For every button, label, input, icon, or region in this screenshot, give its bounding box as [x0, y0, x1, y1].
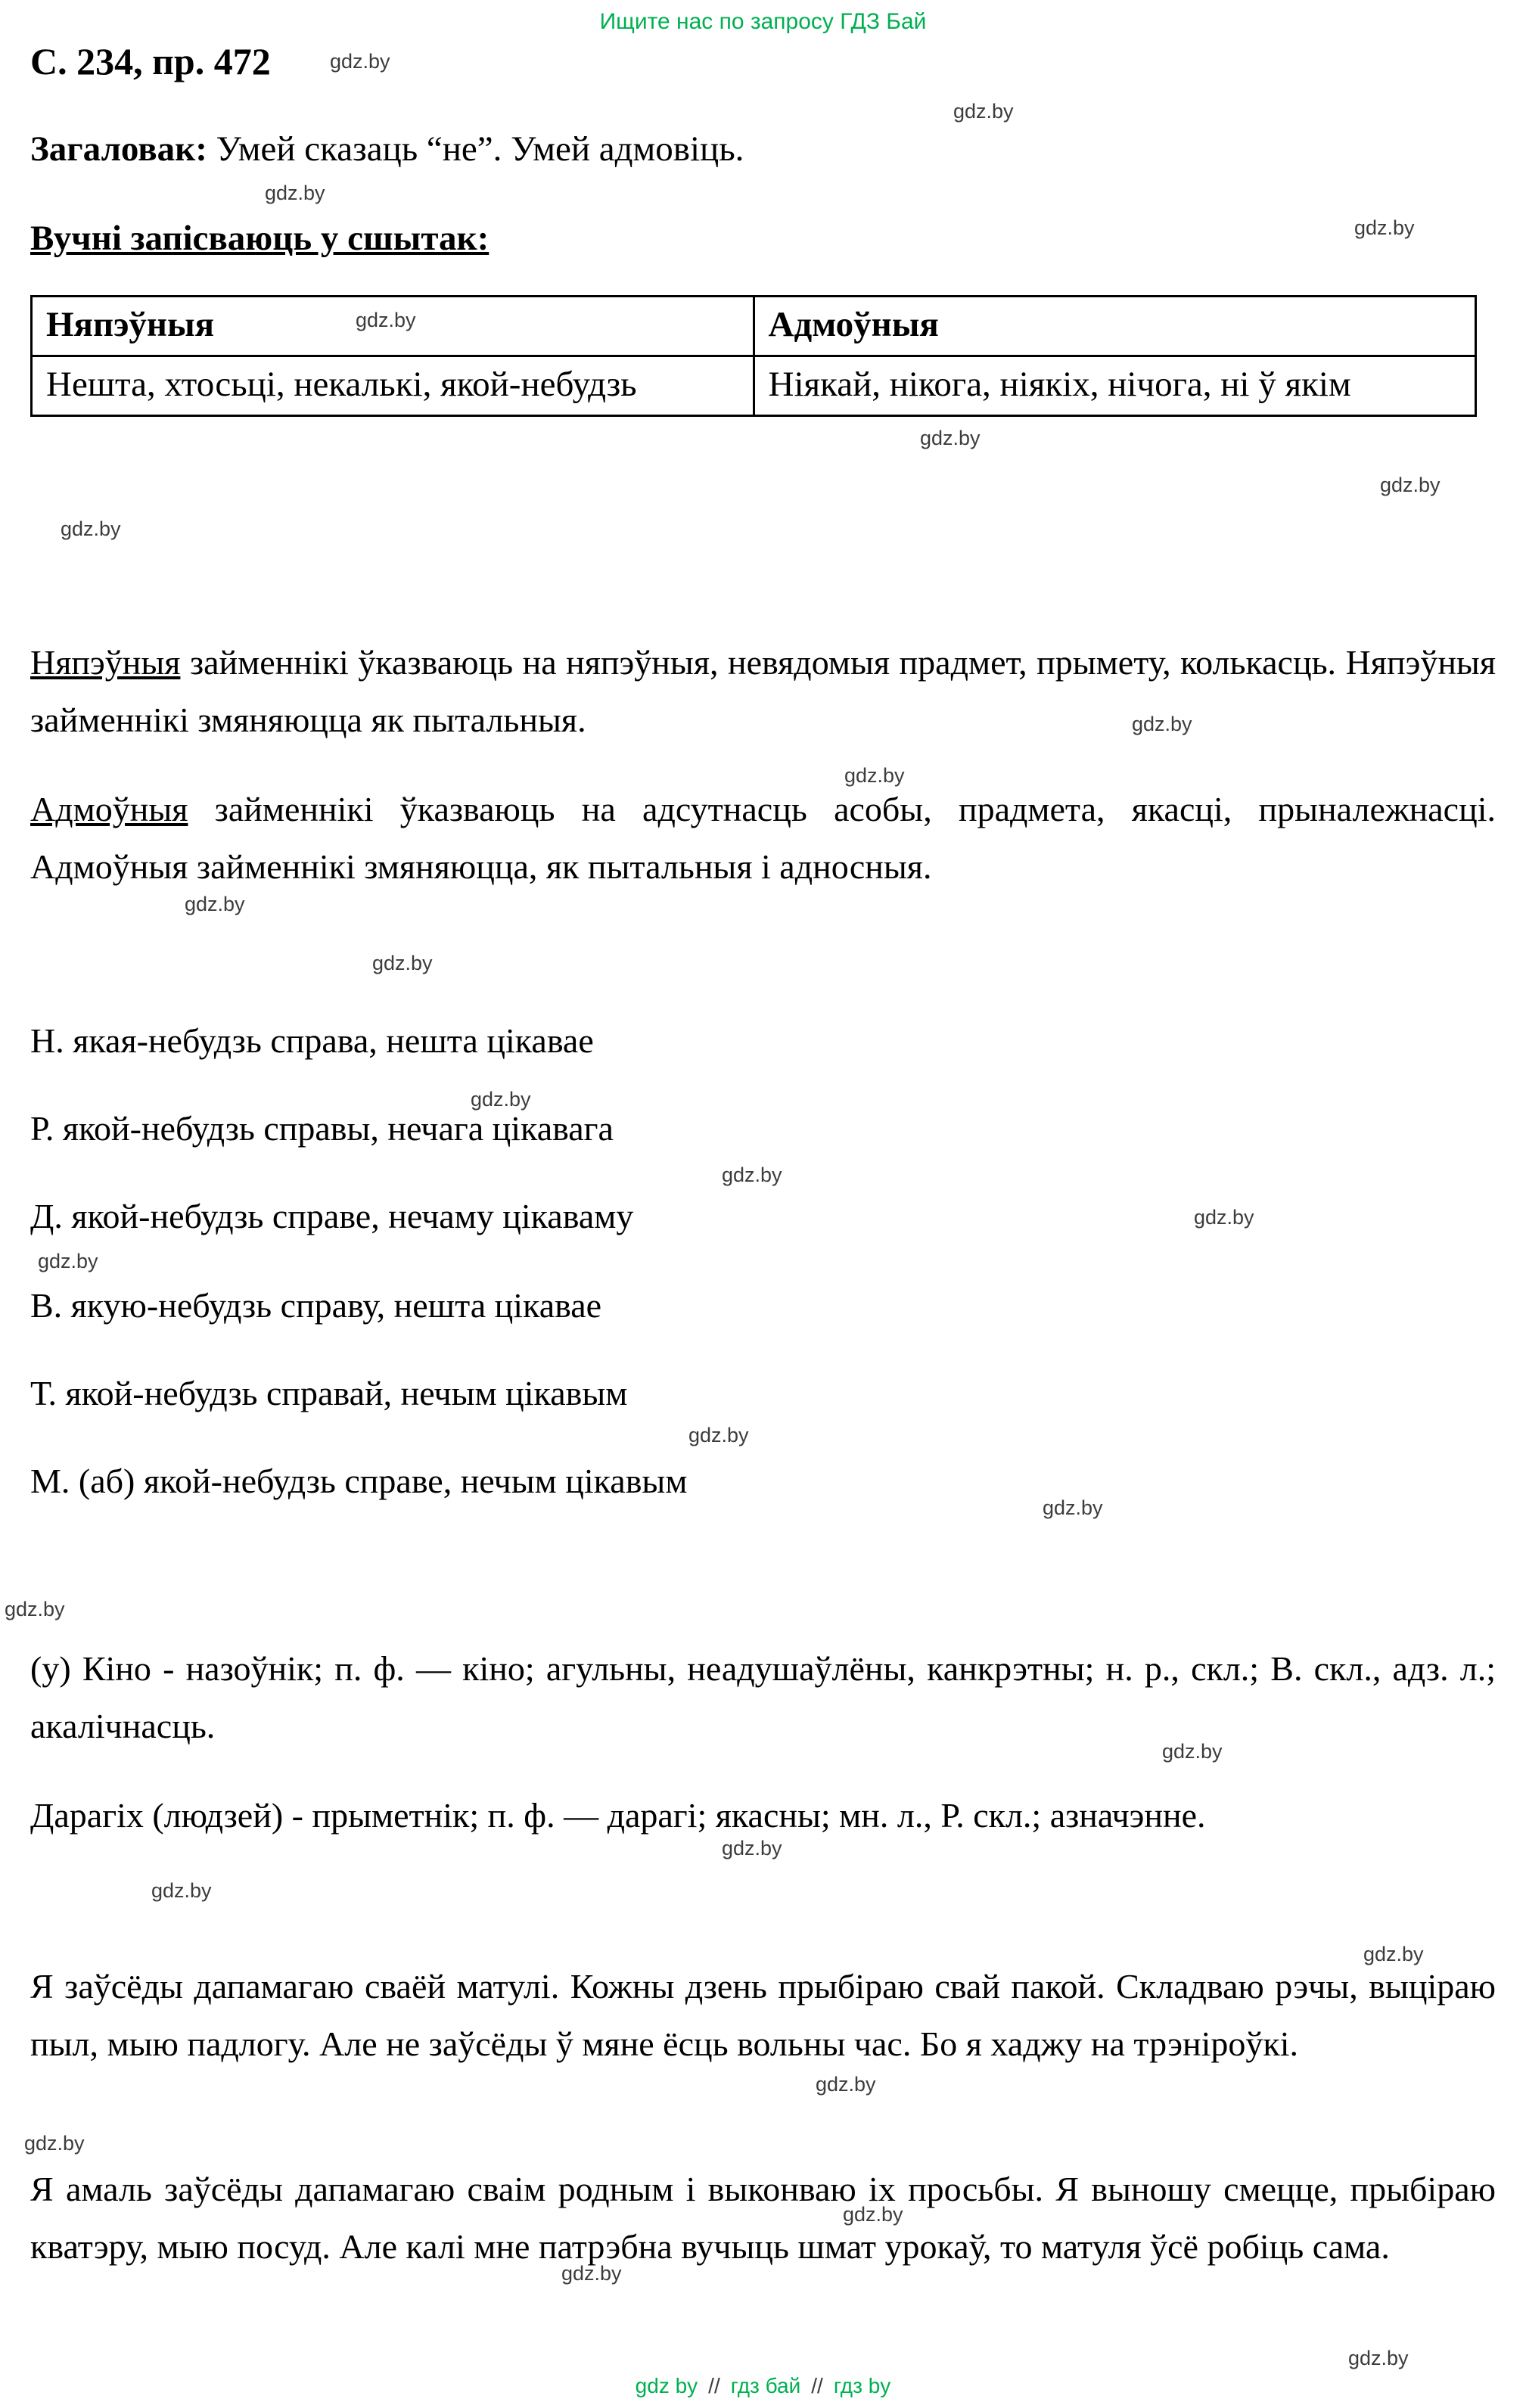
watermark: gdz.by: [5, 1598, 65, 1620]
table-header-indefinite: Няпэўныя: [32, 297, 754, 356]
watermark: gdz.by: [1363, 1943, 1424, 1965]
watermark: gdz.by: [151, 1879, 212, 1902]
indefinite-term: Няпэўныя: [30, 643, 181, 682]
watermark: gdz.by: [1348, 2347, 1409, 2369]
watermark: gdz.by: [1194, 1206, 1254, 1229]
watermark: gdz.by: [61, 517, 121, 540]
watermark: gdz.by: [722, 1164, 782, 1186]
table-header-negative: Адмоўныя: [754, 297, 1476, 356]
watermark: gdz.by: [38, 1250, 98, 1272]
analysis-noun: (у) Кіно - назоўнік; п. ф. — кіно; агульны, неадушаўлёны, канкрэтны; н. р., скл.; В. скл., адз. л.; акалічнасць.: [30, 1649, 1496, 1745]
subtitle: Вучні запісваюць у сшытак:: [30, 219, 490, 258]
essay-paragraph-2: Я амаль заўсёды дапамагаю сваім родным і выконваю іх просьбы. Я выношу смецце, прыбіраю кватэру, мыю посуд. Але калі мне патрэбна вучыць шмат урокаў, то матуля ўсё робіць сама.: [30, 2170, 1496, 2266]
indefinite-definition: займеннікі ўказваюць на няпэўныя, невядомыя прадмет, прымету, колькасць. Няпэўныя займеннікі змяняюцца як пытальныя.: [30, 643, 1496, 739]
case-line-accusative: В. якую-небудзь справу, нешта цікавае: [30, 1286, 602, 1325]
watermark: gdz.by: [920, 427, 981, 449]
watermark: gdz.by: [1043, 1496, 1103, 1519]
title-text: Умей сказаць “не”. Умей адмовіць.: [207, 129, 744, 169]
case-line-genitive: Р. якой-небудзь справы, нечага цікавага: [30, 1109, 614, 1148]
watermark: gdz.by: [1380, 474, 1441, 496]
paragraph-indefinite: [30, 634, 1496, 749]
table-header-row: [32, 297, 1476, 356]
footer-seg-2: гдз бай: [730, 2374, 801, 2397]
title-line: [30, 129, 744, 169]
watermark: gdz.by: [372, 952, 433, 974]
title-label: Загаловак:: [30, 129, 207, 169]
watermark: gdz.by: [356, 309, 416, 331]
negative-term: Адмоўныя: [30, 790, 188, 828]
table-row: [32, 356, 1476, 416]
footer-seg-3: гдз by: [833, 2374, 891, 2397]
watermark: gdz.by: [561, 2262, 622, 2285]
watermark: gdz.by: [722, 1837, 782, 1860]
watermark: gdz.by: [953, 100, 1014, 123]
watermark: gdz.by: [688, 1424, 749, 1446]
watermark: gdz.by: [843, 2203, 903, 2226]
watermark: gdz.by: [816, 2073, 876, 2096]
footer-line: [0, 2374, 1526, 2398]
table-cell-indefinite: Нешта, хтосьці, некалькі, якой-небудзь: [32, 356, 754, 416]
watermark: gdz.by: [330, 50, 390, 73]
watermark: gdz.by: [1132, 713, 1192, 735]
negative-definition: займеннікі ўказваюць на адсутнасць асобы, прадмета, якасці, прыналежнасці. Адмоўныя займеннікі змяняюцца, як пытальныя і адносныя.: [30, 790, 1496, 886]
exercise-heading: С. 234, пр. 472: [30, 40, 271, 82]
case-line-locative: М. (аб) якой-небудзь справе, нечым цікавым: [30, 1462, 688, 1500]
top-banner: Ищите нас по запросу ГДЗ Бай: [599, 9, 927, 34]
watermark: gdz.by: [24, 2132, 85, 2155]
footer-separator: //: [811, 2374, 823, 2397]
essay-paragraph-1: Я заўсёды дапамагаю сваёй матулі. Кожны дзень прыбіраю свай пакой. Складваю рэчы, выціраю пыл, мыю падлогу. Але не заўсёды ў мяне ёсць вольны час. Бо я хаджу на трэніроўкі.: [30, 1967, 1496, 2063]
footer-seg-1: gdz by: [635, 2374, 698, 2397]
table-cell-negative: Ніякай, нікога, ніякіх, нічога, ні ў якім: [754, 356, 1476, 416]
case-line-nominative: Н. якая-небудзь справа, нешта цікавае: [30, 1021, 594, 1060]
paragraph-negative: [30, 781, 1496, 896]
watermark: gdz.by: [1354, 216, 1415, 239]
pronoun-table: [30, 295, 1477, 417]
case-line-instrumental: Т. якой-небудзь справай, нечым цікавым: [30, 1374, 628, 1412]
watermark: gdz.by: [844, 764, 905, 787]
analysis-adjective: Дарагіх (людзей) - прыметнік; п. ф. — дарагі; якасны; мн. л., Р. скл.; азначэнне.: [30, 1796, 1206, 1835]
case-line-dative: Д. якой-небудзь справе, нечаму цікаваму: [30, 1197, 634, 1235]
footer-separator: //: [708, 2374, 720, 2397]
watermark: gdz.by: [265, 182, 325, 204]
watermark: gdz.by: [471, 1088, 531, 1111]
watermark: gdz.by: [1162, 1740, 1223, 1763]
watermark: gdz.by: [185, 893, 245, 915]
